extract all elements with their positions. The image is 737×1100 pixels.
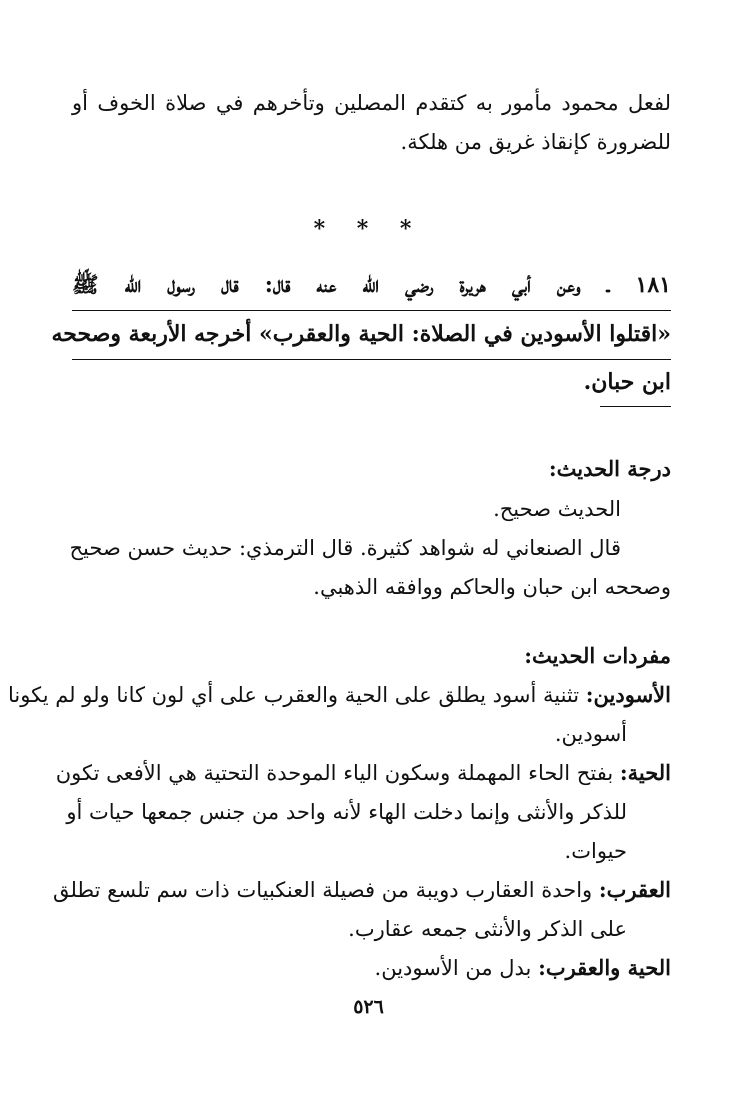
vocab-definition: بفتح الحاء المهملة وسكون الياء الموحدة التحتية هي الأفعى تكون — [55, 761, 614, 785]
hadith-line-1: ١٨١ ـ وعن أبي هريرة رضي الله عنه قال: قال رسول الله ﷺ — [72, 272, 671, 298]
grade-line-2: قال الصنعاني له شواهد كثيرة. قال الترمذي: حديث حسن صحيح — [69, 536, 621, 560]
vocab-term: الحية: — [619, 760, 671, 785]
hadith-line-3: ابن حبان. — [583, 369, 671, 395]
page-number: ٥٢٦ — [353, 996, 384, 1018]
vocab-entry-aqrab-cont: على الذكر والأنثى جمعه عقارب. — [348, 917, 627, 941]
grade-heading: درجة الحديث: — [548, 456, 671, 481]
vocab-entry-hayya — [55, 758, 671, 788]
vocab-entry-aqrab — [52, 875, 671, 905]
vocab-definition: بدل من الأسودين. — [374, 956, 532, 980]
vocab-term: الحية والعقرب: — [538, 955, 671, 980]
vocab-entry-aswadain — [8, 680, 671, 710]
section-separator: * * * — [313, 216, 424, 242]
intro-line-1: لفعل محمود مأمور به كتقدم المصلين وتأخرهم في صلاة الخوف أو — [72, 91, 671, 115]
hadith-underline-2 — [72, 359, 671, 360]
vocab-definition: واحدة العقارب دويبة من فصيلة العنكبيات ذات سم تلسع تطلق — [52, 878, 593, 902]
vocab-entry-hayya-cont-2: حيوات. — [564, 839, 627, 863]
vocab-entry-aswadain-cont: أسودين. — [554, 722, 627, 746]
vocabulary-heading: مفردات الحديث: — [524, 643, 671, 668]
hadith-line-2: «اقتلوا الأسودين في الصلاة: الحية والعقرب» أخرجه الأربعة وصححه — [51, 321, 671, 347]
hadith-underline-3 — [600, 406, 671, 407]
vocab-entry-hayya-aqrab — [375, 953, 671, 983]
hadith-underline-1 — [72, 310, 671, 311]
vocab-term: العقرب: — [598, 877, 671, 902]
grade-line-3: وصححه ابن حبان والحاكم ووافقه الذهبي. — [313, 575, 671, 599]
intro-line-2: للضرورة كإنقاذ غريق من هلكة. — [400, 130, 671, 154]
vocab-definition: تثنية أسود يطلق على الحية والعقرب على أي لون كانا ولو لم يكونا — [8, 683, 580, 707]
vocab-entry-hayya-cont-1: للذكر والأنثى وإنما دخلت الهاء لأنه واحد من جنس جمعها حيات أو — [66, 800, 627, 824]
grade-line-1: الحديث صحيح. — [493, 497, 621, 521]
vocab-term: الأسودين: — [585, 682, 671, 707]
